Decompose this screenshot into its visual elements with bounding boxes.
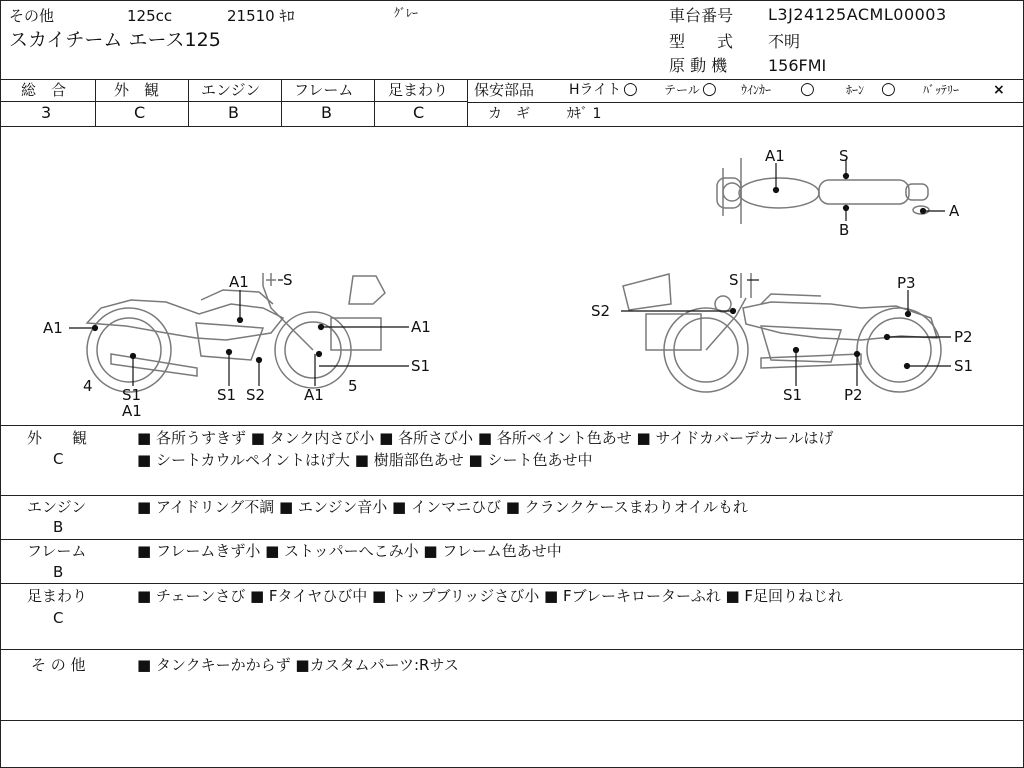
color-text: ｸﾞﾚｰ <box>394 6 419 20</box>
diagram-label: P2 <box>844 386 863 404</box>
diagram-label: A <box>949 202 960 220</box>
notes-exterior-title: 外 観 <box>27 429 88 447</box>
notes-other-line: ■ タンクキーかからず ■カスタムパーツ:Rサス <box>137 656 459 674</box>
engine-grade: B <box>228 103 239 122</box>
divider <box>188 79 189 126</box>
diagram-label: 4 <box>83 377 93 395</box>
notes-exterior-grade: C <box>53 450 64 468</box>
engine-code: 156FMI <box>768 56 827 75</box>
notes-engine-title: エンジン <box>27 498 87 516</box>
divider <box>1 539 1023 540</box>
damage-diagram <box>1 128 1023 424</box>
notes-other-title: そ の 他 <box>31 656 86 674</box>
frame-number: L3J24125ACML00003 <box>768 5 947 24</box>
divider <box>1 495 1023 496</box>
model-code-label: 型 式 <box>669 32 734 51</box>
horn-status: ○ <box>881 79 896 99</box>
diagram-label: S1 <box>954 357 974 375</box>
diagram-label: S1 <box>122 386 142 404</box>
divider <box>1 649 1023 650</box>
headlight-status: ○ <box>623 79 638 99</box>
notes-frame-grade: B <box>53 563 64 581</box>
divider <box>374 79 375 126</box>
notes-frame-title: フレーム <box>27 542 87 560</box>
diagram-label: P3 <box>897 274 916 292</box>
exterior-grade: C <box>134 103 146 122</box>
notes-engine-line: ■ アイドリング不調 ■ エンジン音小 ■ インマニひび ■ クランクケースまわりオイルもれ <box>137 498 748 516</box>
winker-status: ○ <box>800 79 815 99</box>
diagram-label: A1 <box>765 147 785 165</box>
diagram-label: A1 <box>43 319 63 337</box>
notes-suspension-grade: C <box>53 609 64 627</box>
diagram-label: S2 <box>591 302 611 320</box>
diagram-label: P2 <box>954 328 973 346</box>
overall-grade: 3 <box>41 103 52 122</box>
winker-label: ｳｲﾝｶｰ <box>741 83 772 97</box>
tail-label: テール <box>664 83 700 97</box>
battery-status: × <box>993 82 1005 98</box>
notes-suspension-title: 足まわり <box>27 587 88 605</box>
diagram-label: A1 <box>304 386 324 404</box>
notes-exterior-line: ■ 各所うすきず ■ タンク内さび小 ■ 各所さび小 ■ 各所ペイント色あせ ■ サイドカバーデカールはげ <box>137 429 834 447</box>
diagram-label: A1 <box>229 273 249 291</box>
diagram-label: S2 <box>246 386 266 404</box>
divider <box>281 79 282 126</box>
model-name: スカイチーム エース125 <box>9 29 221 51</box>
divider <box>467 79 468 126</box>
safety-parts-label: 保安部品 <box>474 81 535 99</box>
divider <box>1 101 467 102</box>
engine-grade-label: エンジン <box>201 81 261 99</box>
top-view-motorcycle <box>717 158 929 224</box>
battery-label: ﾊﾞｯﾃﾘｰ <box>923 83 960 97</box>
divider <box>1 720 1023 721</box>
model-code: 不明 <box>768 32 801 51</box>
diagram-label: B <box>839 221 850 239</box>
headlight-label: Hライト <box>569 82 622 98</box>
key-label: カ ギ <box>488 106 530 122</box>
engine-code-label: 原 動 機 <box>669 56 728 75</box>
frame-grade: B <box>321 103 332 122</box>
frame-number-label: 車台番号 <box>669 6 734 25</box>
diagram-label: S <box>729 271 739 289</box>
notes-exterior-line: ■ シートカウルペイントはげ大 ■ 樹脂部色あせ ■ シート色あせ中 <box>137 451 593 469</box>
divider <box>1 126 1023 127</box>
suspension-grade: C <box>413 103 425 122</box>
notes-engine-grade: B <box>53 518 64 536</box>
diagram-label: A1 <box>411 318 431 336</box>
displacement-text: 125cc <box>127 7 173 25</box>
tail-status: ○ <box>702 79 717 99</box>
overall-grade-label: 総 合 <box>21 81 67 99</box>
notes-suspension-line: ■ チェーンさび ■ Fタイヤひび中 ■ トップブリッジさび小 ■ Fブレーキローターふれ ■ F足回りねじれ <box>137 587 844 605</box>
key-value: ｶｷﾞ 1 <box>567 106 602 122</box>
divider <box>1 583 1023 584</box>
diagram-label: S <box>839 147 849 165</box>
diagram-label: A1 <box>122 402 142 420</box>
mileage-text: 21510 ｷﾛ <box>227 7 295 25</box>
diagram-label: S1 <box>217 386 237 404</box>
horn-label: ﾎｰﾝ <box>846 83 865 97</box>
category-text: その他 <box>9 7 55 25</box>
diagram-label: S1 <box>411 357 431 375</box>
divider <box>467 102 1023 103</box>
notes-frame-line: ■ フレームきず小 ■ ストッパーへこみ小 ■ フレーム色あせ中 <box>137 542 562 560</box>
frame-grade-label: フレーム <box>294 81 354 99</box>
diagram-label: S <box>283 271 293 289</box>
diagram-label: 5 <box>348 377 358 395</box>
divider <box>1 79 1023 80</box>
suspension-grade-label: 足まわり <box>388 81 449 99</box>
divider <box>1 425 1023 426</box>
exterior-grade-label: 外 観 <box>114 81 160 99</box>
diagram-label: S1 <box>783 386 803 404</box>
right-view-motorcycle <box>623 273 941 392</box>
divider <box>95 79 96 126</box>
